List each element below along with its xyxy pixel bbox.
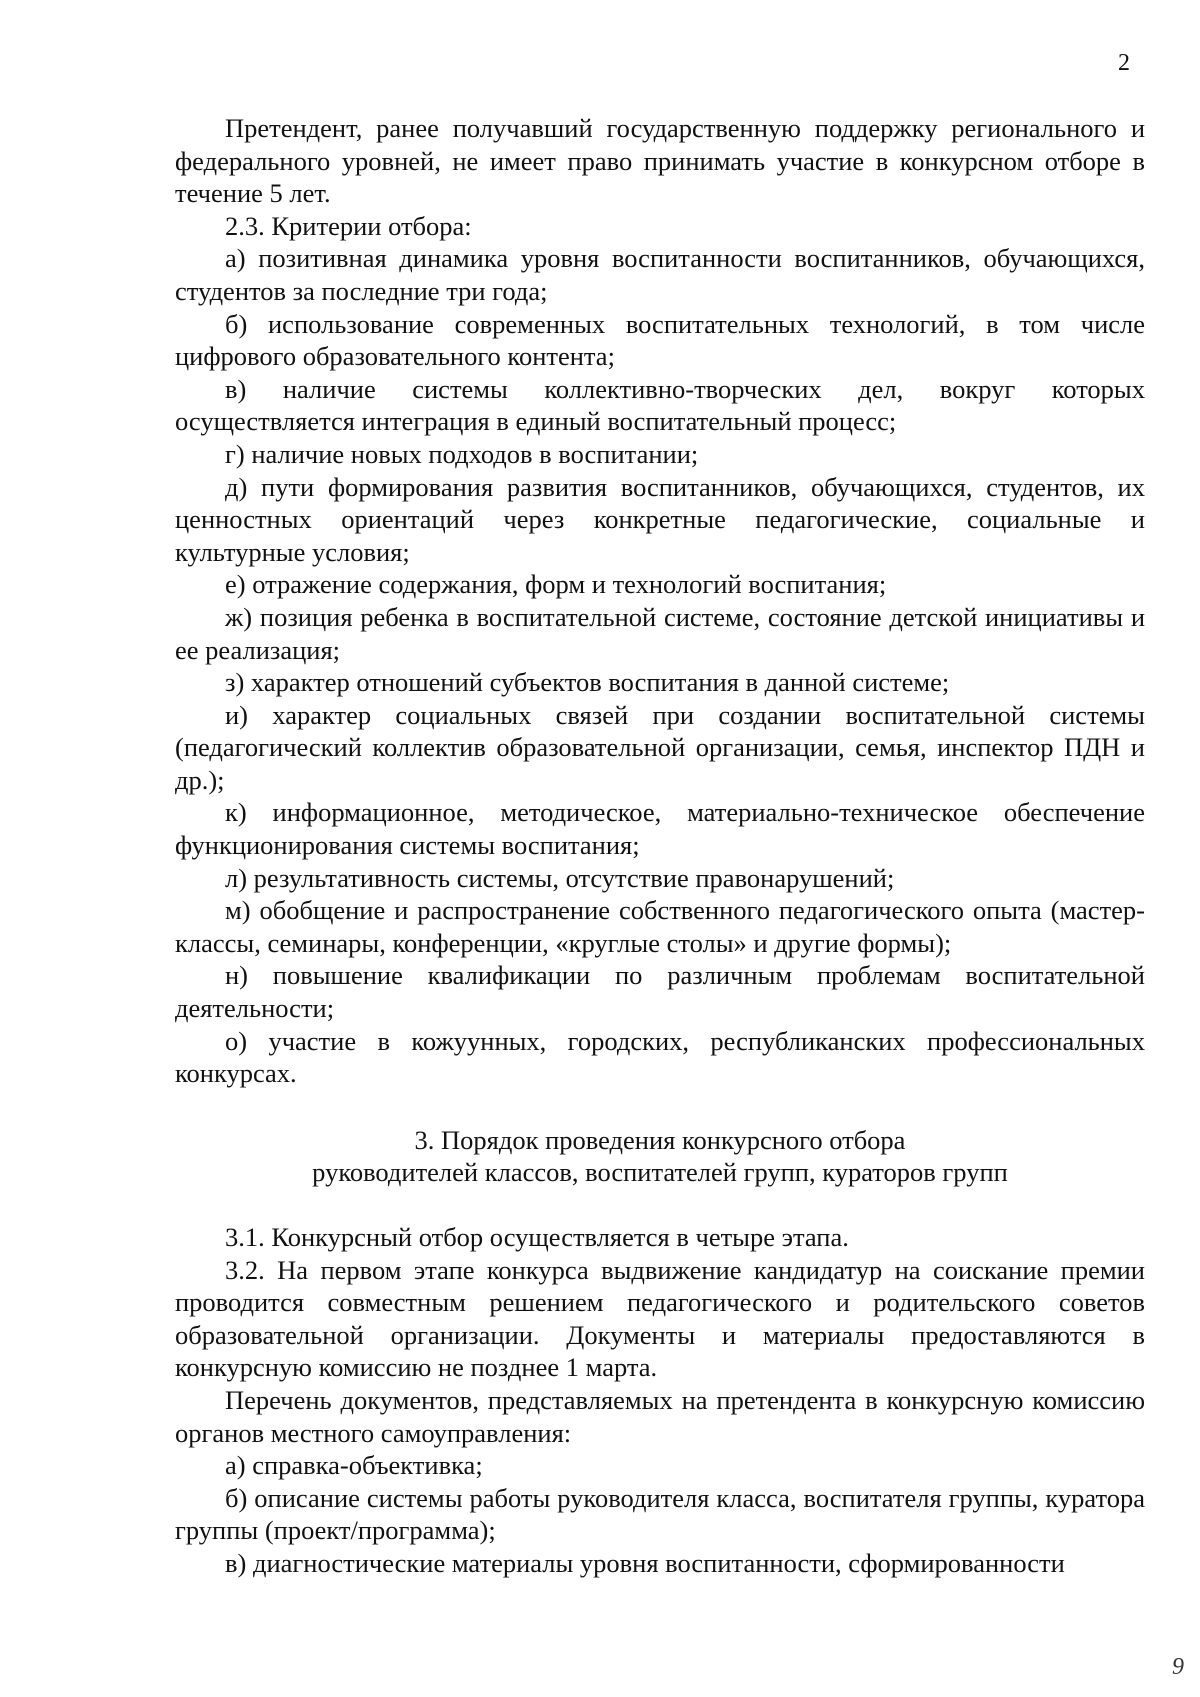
criteria-item-o: о) участие в кожуунных, городских, республиканских профессиональных конкурсах. bbox=[175, 1025, 1145, 1089]
documents-item-a: а) справка-объективка; bbox=[225, 1450, 483, 1481]
page-number: 2 bbox=[1118, 50, 1130, 76]
document-body bbox=[175, 112, 1145, 1580]
criteria-item-v: в) наличие системы коллективно-творческих дел, вокруг которых осуществляется интеграция в единый воспитательный процесс; bbox=[175, 373, 1145, 437]
criteria-item-a: а) позитивная динамика уровня воспитанности воспитанников, обучающихся, студентов за последние три года; bbox=[175, 243, 1145, 306]
criteria-item-n: н) повышение квалификации по различным проблемам воспитательной деятельности; bbox=[175, 960, 1145, 1024]
paragraph-3-1: 3.1. Конкурсный отбор осуществляется в четыре этапа. bbox=[225, 1222, 849, 1252]
documents-item-b: б) описание системы работы руководителя класса, воспитателя группы, куратора группы (проект/программа); bbox=[175, 1482, 1145, 1546]
section-heading-line-2: руководителей классов, воспитателей групп, кураторов групп bbox=[312, 1157, 1008, 1188]
section-heading bbox=[175, 1124, 1145, 1189]
section-heading-line-1: 3. Порядок проведения конкурсного отбора bbox=[414, 1124, 906, 1155]
criteria-item-b: б) использование современных воспитательных технологий, в том числе цифрового образовательного контента; bbox=[175, 308, 1145, 372]
documents-item-v: в) диагностические материалы уровня воспитанности, сформированности bbox=[225, 1547, 1065, 1578]
paragraph-criteria-heading: 2.3. Критерии отбора: bbox=[225, 210, 472, 241]
criteria-item-l: л) результативность системы, отсутствие правонарушений; bbox=[225, 862, 895, 893]
criteria-item-e: е) отражение содержания, форм и технологий воспитания; bbox=[225, 569, 887, 600]
criteria-item-m: м) обобщение и распространение собственного педагогического опыта (мастер-классы, семинары, конференции, «круглые столы» и другие формы); bbox=[175, 895, 1145, 958]
criteria-item-d: д) пути формирования развития воспитанников, обучающихся, студентов, их ценностных ориентаций через конкретные педагогические, социальные и культурные условия; bbox=[175, 471, 1145, 567]
criteria-item-z: з) характер отношений субъектов воспитания в данной системе; bbox=[225, 667, 950, 698]
criteria-item-g: г) наличие новых подходов в воспитании; bbox=[225, 438, 699, 469]
criteria-item-k: к) информационное, методическое, материально-техническое обеспечение функционирования системы воспитания; bbox=[175, 797, 1145, 861]
criteria-item-zh: ж) позиция ребенка в воспитательной системе, состояние детской инициативы и ее реализация; bbox=[175, 601, 1145, 665]
paragraph-documents-list-intro: Перечень документов, представляемых на претендента в конкурсную комиссию органов местного самоуправления: bbox=[175, 1384, 1145, 1448]
paragraph-applicant-restriction: Претендент, ранее получавший государственную поддержку регионального и федерального уровней, не имеет право принимать участие в конкурсном отборе в течение 5 лет. bbox=[175, 113, 1145, 209]
handwritten-page-mark: 9 bbox=[1172, 1654, 1184, 1680]
criteria-item-i: и) характер социальных связей при создании воспитательной системы (педагогический коллектив образовательной организации, семья, инспектор ПДН и др.); bbox=[175, 699, 1145, 795]
paragraph-3-2: 3.2. На первом этапе конкурса выдвижение кандидатур на соискание премии проводится совместным решением педагогического и родительского советов образовательной организации. Документы и материалы предоставляются в конкурсную комиссию не позднее 1 марта. bbox=[175, 1254, 1145, 1383]
